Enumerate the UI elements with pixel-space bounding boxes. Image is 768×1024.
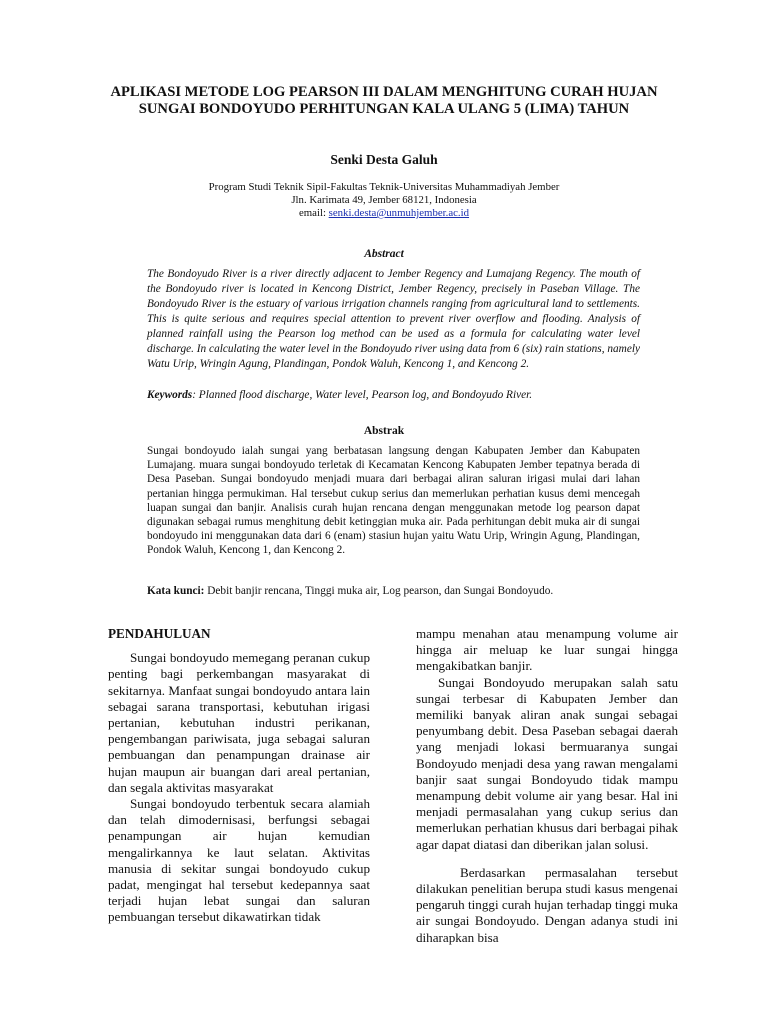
abstrak-heading: Abstrak xyxy=(363,425,405,437)
author-name: Senki Desta Galuh xyxy=(330,152,438,167)
affiliation-email-line xyxy=(0,207,768,220)
body-paragraph: mampu menahan atau menampung volume air hingga air meluap ke luar sungai hingga mengakibatkan banjir. xyxy=(416,626,678,674)
body-column-left xyxy=(108,626,370,926)
email-link[interactable]: senki.desta@unmuhjember.ac.id xyxy=(328,207,470,219)
body-paragraph: Sungai bondoyudo terbentuk secara alamiah dan telah dimodernisasi, berfungsi sebagai penampungan air hujan kemudian mengalirkannya ke laut selatan. Aktivitas manusia di sekitar sungai bondoyudo cukup padat, mengingat hal tersebut kedepannya saat terjadi hujan lebat sungai dan saluran pembuangan tersebut dikawatirkan tidak xyxy=(108,796,370,925)
body-paragraph: Berdasarkan permasalahan tersebut dilakukan penelitian berupa studi kasus mengenai pengaruh tinggi curah hujan terhadap tinggi muka air sungai Bondoyudo. Dengan adanya studi ini diharapkan bisa xyxy=(416,864,678,945)
body-column-right xyxy=(416,626,678,946)
affiliation-address: Jln. Karimata 49, Jember 68121, Indonesia xyxy=(291,194,477,206)
body-paragraph: Sungai Bondoyudo merupakan salah satu sungai terbesar di Kabupaten Jember dan memiliki banyak aliran anak sungai sebagai penyumbang debit. Desa Paseban sebagai daerah yang menjadi lokasi bermuaranya sungai Bondoyudo menjadi desa yang rawan mengalami banjir saat sungai Bondoyudo tidak mampu menampung debit volume air yang besar. Hal ini menjadi permasalahan yang cukup serius dan memerlukan perhatian khusus dari berbagai pihak agar dapat diatasi dan diberikan jalan solusi. xyxy=(416,674,678,852)
section-heading-pendahuluan: PENDAHULUAN xyxy=(108,626,211,641)
kata-kunci-text: Debit banjir rencana, Tinggi muka air, Log pearson, dan Sungai Bondoyudo. xyxy=(204,585,554,597)
paper-title: APLIKASI METODE LOG PEARSON III DALAM MENGHITUNG CURAH HUJAN SUNGAI BONDOYUDO PERHITUNGAN KALA ULANG 5 (LIMA) TAHUN xyxy=(110,84,658,117)
email-label: email: xyxy=(298,207,329,219)
abstract-heading: Abstract xyxy=(364,248,404,260)
kata-kunci-label: Kata kunci: xyxy=(147,585,205,597)
affiliation-block xyxy=(0,181,768,220)
keywords-label: Keywords xyxy=(147,389,193,401)
affiliation-institution: Program Studi Teknik Sipil-Fakultas Teknik-Universitas Muhammadiyah Jember xyxy=(208,181,560,193)
keywords-text: : Planned flood discharge, Water level, Pearson log, and Bondoyudo River. xyxy=(192,389,533,401)
body-paragraph: Sungai bondoyudo memegang peranan cukup penting bagi perkembangan masyarakat di sekitarnya. Manfaat sungai bondoyudo antara lain sebagai sarana transportasi, kebutuhan irigasi pertanian, kebutuhan industri perikanan, pengembangan pariwisata, juga sebagai saluran pembuangan dan penampungan drainase air hujan maupun air buangan dari areal pertanian, dan segala aktivitas masyarakat xyxy=(108,650,370,795)
abstrak-keywords xyxy=(147,584,640,599)
abstrak-text: Sungai bondoyudo ialah sungai yang berbatasan langsung dengan Kabupaten Jember dan Kabupaten Lumajang. muara sungai bondoyudo terletak di Kecamatan Kencong Kabupaten Jember tepatnya berada di Desa Paseban. Sungai bondoyudo menjadi muara dari berbagai aliran saluran irigasi mulai dari lahan pertanian hingga permukiman. Hal tersebut cukup serius dan memerlukan perhatian kusus demi mencegah luapan sungai dan banjir. Analisis curah hujan rencana dengan menggunakan metode log pearson dapat digunakan sebagai rumus menghitung debit ketinggian muka air. Pada perhitungan debit muka air di sungai bondoyudo ini menggunakan data dari 6 (enam) stasiun hujan yaitu Watu Urip, Wringin Agung, Plandingan, Pondok Waluh, Kencong 1, dan Kencong 2. xyxy=(147,445,640,557)
abstract-keywords xyxy=(147,388,640,403)
abstract-text: The Bondoyudo River is a river directly adjacent to Jember Regency and Lumajang Regency. The mouth of the Bondoyudo river is located in Kencong District, Jember Regency, precisely in Paseban Village. The Bondoyudo River is the estuary of various irrigation channels ranging from agricultural land to settlements. This is quite serious and requires special attention to prevent river overflow and flooding. Analysis of planned rainfall using the Pearson log method can be used as a formula for calculating water level discharge. In calculating the water level in the Bondoyudo river using data from 6 (six) rain stations, namely Watu Urip, Wringin Agung, Plandingan, Pondok Waluh, Kencong 1, and Kencong 2. xyxy=(147,268,640,370)
